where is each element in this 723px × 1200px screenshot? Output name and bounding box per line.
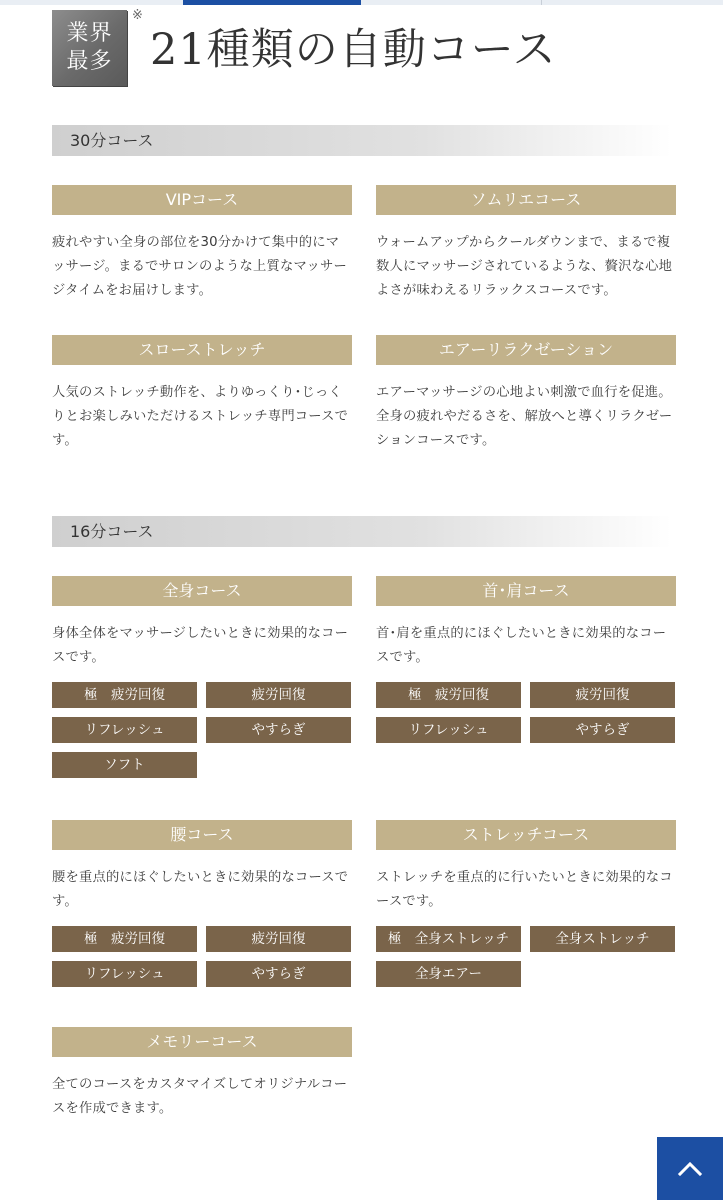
course-title: ストレッチコース	[376, 820, 676, 850]
course-card-lower-back	[52, 820, 352, 987]
course-card-slow-stretch	[52, 335, 352, 453]
course-description: エアーマッサージの心地よい刺激で血行を促進。全身の疲れやだるさを、解放へと導くリラクゼーションコースです。	[376, 385, 673, 448]
section-header-30min: 30分コース	[52, 125, 672, 156]
course-card-air-relaxation	[376, 335, 676, 453]
mode-tag: 極 全身ストレッチ	[376, 926, 521, 952]
course-title: エアーリラクゼーション	[376, 335, 676, 365]
mode-tag-list	[376, 926, 676, 987]
tab-divider	[541, 0, 542, 5]
course-title: ソムリエコース	[376, 185, 676, 215]
course-card-full-body	[52, 576, 352, 778]
course-description: 腰を重点的にほぐしたいときに効果的なコースです。	[52, 870, 349, 909]
mode-tag: やすらぎ	[530, 717, 675, 743]
mode-tag: リフレッシュ	[376, 717, 521, 743]
mode-tag-list	[376, 682, 676, 743]
mode-tag: やすらぎ	[206, 717, 351, 743]
chevron-up-icon	[677, 1156, 703, 1182]
mode-tag: リフレッシュ	[52, 717, 197, 743]
mode-tag: 疲労回復	[206, 926, 351, 952]
course-description: 人気のストレッチ動作を、よりゆっくり･じっくりとお楽しみいただけるストレッチ専門コースです。	[52, 385, 349, 448]
course-description: 首･肩を重点的にほぐしたいときに効果的なコースです。	[376, 626, 667, 665]
top-nav-strip	[0, 0, 723, 5]
course-description: 疲れやすい全身の部位を30分かけて集中的にマッサージ。まるでサロンのような上質なマッサージタイムをお届けします。	[52, 235, 347, 298]
mode-tag-list	[52, 682, 352, 778]
mode-tag: 極 疲労回復	[52, 926, 197, 952]
course-card-sommelier	[376, 185, 676, 303]
mode-tag: リフレッシュ	[52, 961, 197, 987]
active-tab-indicator	[183, 0, 361, 5]
course-description: 全てのコースをカスタマイズしてオリジナルコースを作成できます。	[52, 1077, 348, 1116]
mode-tag: 全身エアー	[376, 961, 521, 987]
course-card-stretch	[376, 820, 676, 987]
mode-tag: 疲労回復	[206, 682, 351, 708]
mode-tag: 疲労回復	[530, 682, 675, 708]
page-top-button[interactable]	[657, 1137, 723, 1200]
course-card-vip	[52, 185, 352, 303]
course-card-neck-shoulder	[376, 576, 676, 743]
course-title: 首･肩コース	[376, 576, 676, 606]
course-title: VIPコース	[52, 185, 352, 215]
mode-tag: ソフト	[52, 752, 197, 778]
section-header-16min: 16分コース	[52, 516, 672, 547]
footnote-mark: ※	[132, 8, 143, 23]
course-description: 身体全体をマッサージしたいときに効果的なコースです。	[52, 626, 349, 665]
industry-most-badge	[52, 10, 127, 86]
course-title: 腰コース	[52, 820, 352, 850]
page-header	[52, 10, 672, 90]
mode-tag: 極 疲労回復	[376, 682, 521, 708]
mode-tag: やすらぎ	[206, 961, 351, 987]
mode-tag: 極 疲労回復	[52, 682, 197, 708]
mode-tag: 全身ストレッチ	[530, 926, 675, 952]
badge-line1: 業界	[66, 21, 113, 46]
badge-line2: 最多	[66, 49, 113, 74]
course-description: ウォームアップからクールダウンまで、まるで複数人にマッサージされているような、贅沢な心地よさが味わえるリラックスコースです。	[376, 235, 673, 298]
course-title: スローストレッチ	[52, 335, 352, 365]
course-card-memory	[52, 1027, 352, 1121]
page-title: 21種類の自動コース	[150, 25, 557, 75]
mode-tag-list	[52, 926, 352, 987]
course-title: メモリーコース	[52, 1027, 352, 1057]
course-title: 全身コース	[52, 576, 352, 606]
course-description: ストレッチを重点的に行いたいときに効果的なコースです。	[376, 870, 673, 909]
